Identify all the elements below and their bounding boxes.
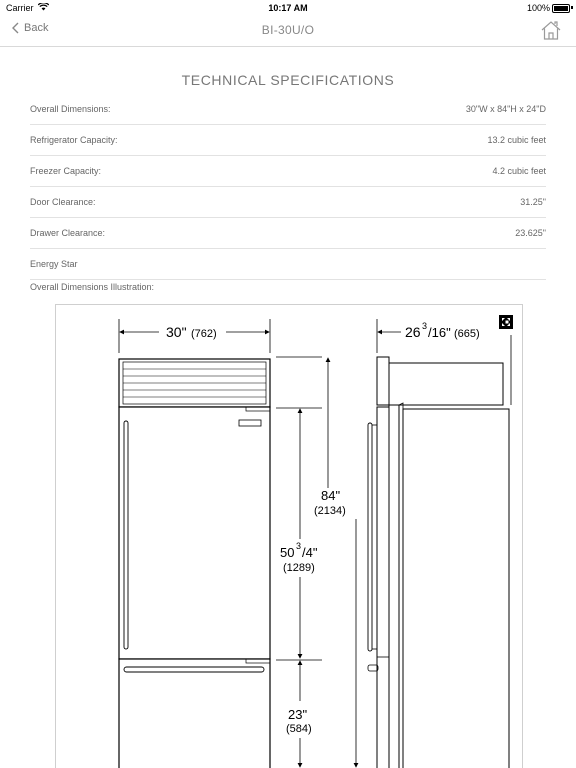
refrigerator-drawing — [56, 305, 523, 768]
home-icon[interactable] — [540, 20, 562, 40]
drawer-height-mm: (584) — [286, 723, 312, 735]
spec-label: Freezer Capacity: — [30, 166, 102, 176]
battery-tip — [571, 6, 573, 9]
depth-fraction-numerator: 3 — [422, 321, 428, 331]
door-height-whole: 50 — [280, 545, 295, 560]
spec-value: 23.625" — [515, 228, 546, 238]
drawer-height-inches: 23" — [288, 707, 308, 722]
width-mm: (762) — [191, 328, 217, 340]
spec-row-overall-dimensions — [30, 94, 546, 125]
door-fraction-denominator: /4" — [302, 545, 318, 560]
depth-whole: 26 — [405, 324, 421, 340]
expand-icon[interactable] — [499, 315, 513, 329]
navigation-bar — [0, 16, 576, 47]
spec-label: Overall Dimensions: — [30, 104, 111, 114]
spec-value: 13.2 cubic feet — [487, 135, 546, 145]
spec-list — [30, 94, 546, 280]
carrier-label: Carrier — [6, 3, 34, 13]
back-label: Back — [24, 22, 49, 34]
illustration-label: Overall Dimensions Illustration: — [30, 282, 155, 292]
spec-row-refrigerator-capacity — [30, 125, 546, 156]
clock: 10:17 AM — [268, 3, 308, 13]
spec-row-freezer-capacity — [30, 156, 546, 187]
spec-label: Drawer Clearance: — [30, 228, 106, 238]
page-title: BI-30U/O — [261, 23, 315, 37]
width-inches: 30" — [166, 324, 187, 340]
door-fraction-numerator: 3 — [296, 541, 302, 551]
depth-mm: (665) — [454, 328, 480, 340]
spec-value: 31.25" — [520, 197, 546, 207]
section-title: TECHNICAL SPECIFICATIONS — [181, 72, 395, 88]
spec-value: 30"W x 84"H x 24"D — [465, 104, 546, 114]
dimensions-illustration[interactable] — [55, 304, 523, 768]
spec-label: Door Clearance: — [30, 197, 96, 207]
spec-label: Energy Star — [30, 259, 78, 269]
spec-row-drawer-clearance — [30, 218, 546, 249]
spec-row-door-clearance — [30, 187, 546, 218]
status-bar — [0, 0, 576, 16]
spec-value: 4.2 cubic feet — [492, 166, 546, 176]
depth-fraction-denominator: /16" — [428, 325, 451, 340]
battery-percent: 100% — [526, 3, 550, 13]
height-mm: (2134) — [314, 505, 346, 517]
spec-label: Refrigerator Capacity: — [30, 135, 118, 145]
battery-icon — [552, 4, 570, 13]
door-height-mm: (1289) — [283, 562, 315, 574]
height-inches: 84" — [321, 488, 341, 503]
spec-row-energy-star — [30, 249, 546, 280]
